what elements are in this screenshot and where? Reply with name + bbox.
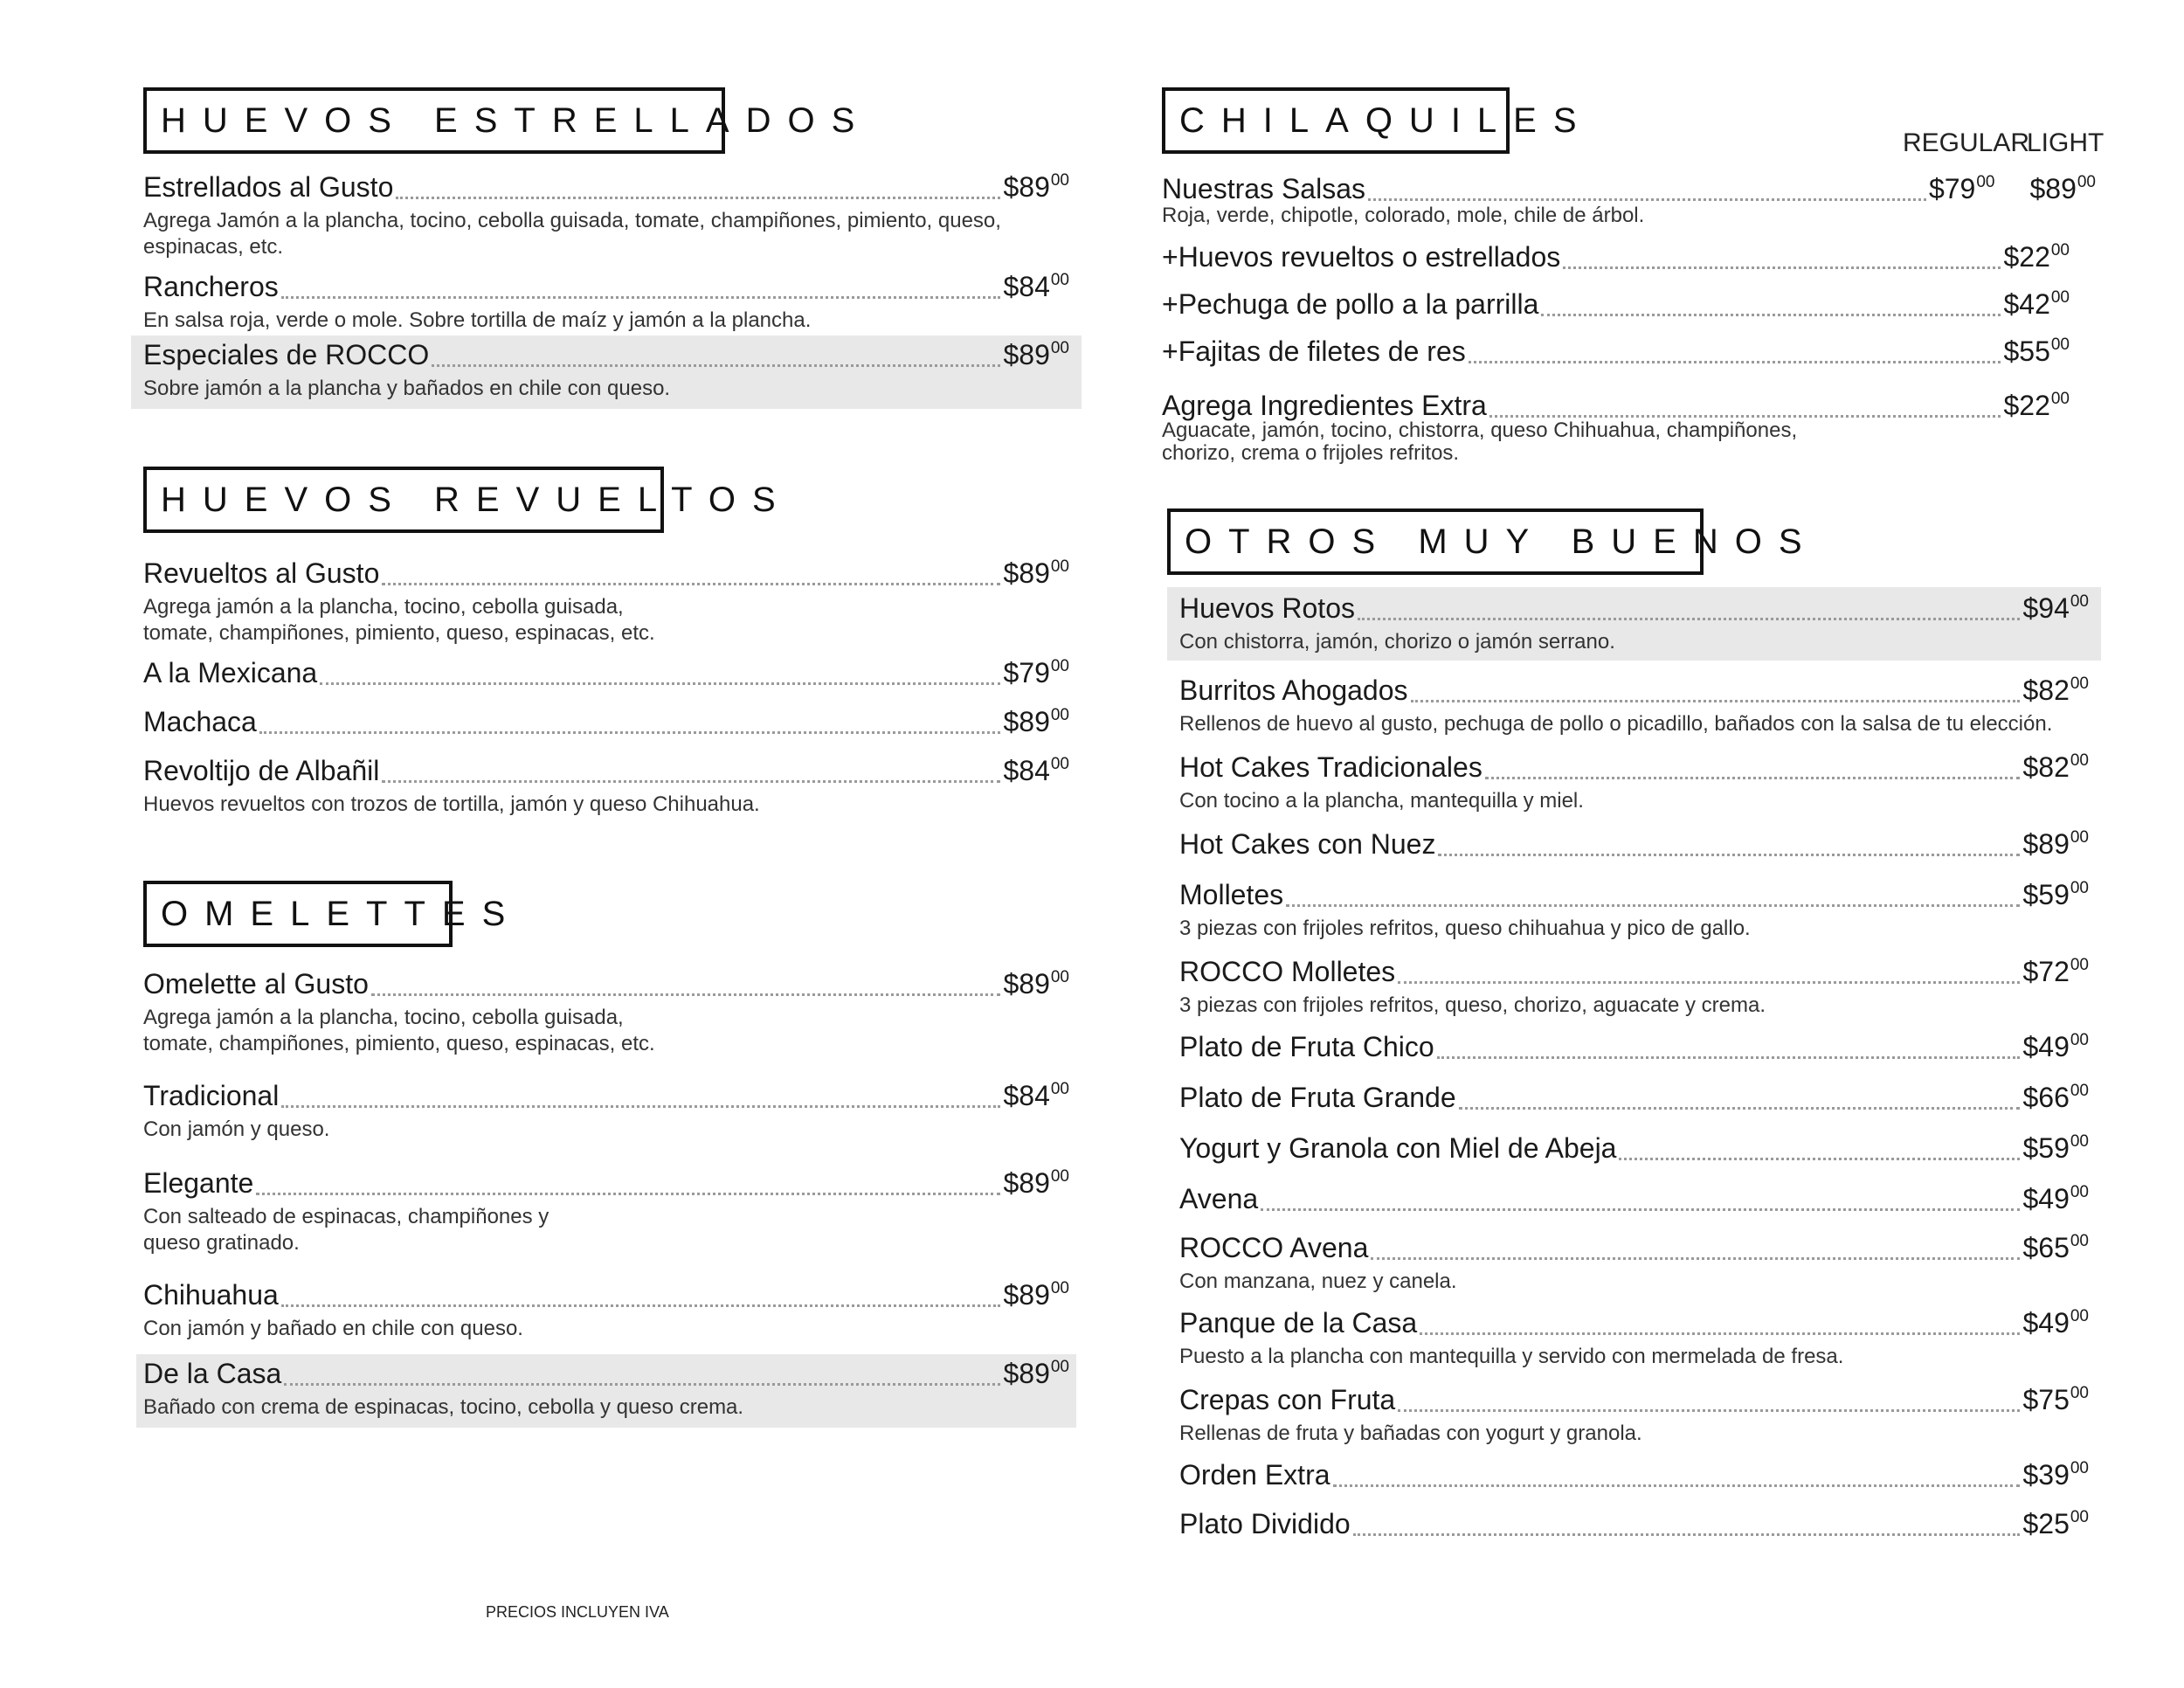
- item-name: Omelette al Gusto: [143, 968, 369, 1000]
- item-price: $\$89^{00}$: [2022, 828, 2089, 860]
- item-name: Huevos Rotos: [1179, 592, 1355, 624]
- menu-item: [1162, 336, 2070, 372]
- item-price: $\$22^{00}$: [2003, 390, 2070, 421]
- item-price: $\$89^{00}$: [1003, 1358, 1069, 1389]
- item-name: Tradicional: [143, 1080, 280, 1111]
- item-price: $\$49^{00}$: [2022, 1307, 2089, 1339]
- item-price: $\$72^{00}$: [2022, 956, 2089, 987]
- menu-item: [1162, 390, 2070, 465]
- item-name: A la Mexicana: [143, 657, 318, 688]
- item-price: $\$89^{00}$: [1003, 1167, 1069, 1199]
- item-description: Con salteado de espinacas, champiñones y queso gratinado.: [143, 1205, 549, 1255]
- item-name: Estrellados al Gusto: [143, 171, 394, 203]
- section-title-omelettes: OMELETTES: [143, 881, 453, 947]
- item-description: Puesto a la plancha con mantequilla y servido con mermelada de fresa.: [1179, 1345, 1844, 1368]
- item-description: En salsa roja, verde o mole. Sobre tortilla de maíz y jamón a la plancha.: [143, 308, 812, 332]
- menu-item: [1179, 1031, 2089, 1068]
- item-price: $\$89^{00}$: [1003, 557, 1069, 589]
- item-price: $\$42^{00}$: [2003, 288, 2070, 320]
- menu-item: [1162, 173, 2096, 229]
- item-name: Agrega Ingredientes Extra: [1162, 390, 1487, 421]
- item-name: Plato Dividido: [1179, 1508, 1351, 1539]
- column-header-light: LIGHT: [2027, 128, 2105, 157]
- menu-item-highlighted: [1167, 587, 2101, 661]
- item-name: Burritos Ahogados: [1179, 675, 1408, 706]
- item-name: Plato de Fruta Chico: [1179, 1031, 1434, 1062]
- item-description: Agrega jamón a la plancha, tocino, cebolla guisada, tomate, champiñones, pimiento, queso, espinacas, etc.: [143, 595, 655, 645]
- item-price: $\$84^{00}$: [1003, 755, 1069, 786]
- menu-item: [143, 657, 1069, 694]
- item-description: Bañado con crema de espinacas, tocino, cebolla y queso crema.: [143, 1395, 744, 1419]
- item-name: Especiales de ROCCO: [143, 339, 430, 370]
- item-name: +Huevos revueltos o estrellados: [1162, 241, 1561, 273]
- item-price: $\$55^{00}$: [2003, 336, 2070, 367]
- item-price: $\$59^{00}$: [2022, 1132, 2089, 1164]
- item-name: Hot Cakes con Nuez: [1179, 828, 1436, 860]
- item-description: Agrega jamón a la plancha, tocino, cebolla guisada, tomate, champiñones, pimiento, queso, espinacas, etc.: [143, 1006, 655, 1055]
- menu-item: [1179, 1232, 2089, 1295]
- menu-item: [143, 1080, 1069, 1143]
- item-name: Avena: [1179, 1183, 1259, 1214]
- menu-item: [1179, 751, 2089, 814]
- menu-item: [143, 1167, 1069, 1256]
- item-description: 3 piezas con frijoles refritos, queso chihuahua y pico de gallo.: [1179, 917, 1751, 940]
- item-description: Huevos revueltos con trozos de tortilla, jamón y queso Chihuahua.: [143, 792, 760, 816]
- menu-item: [143, 706, 1069, 743]
- item-price: $\$66^{00}$: [2022, 1082, 2089, 1113]
- item-description: Con chistorra, jamón, chorizo o jamón serrano.: [1179, 630, 1615, 654]
- column-header-regular: REGULAR: [1903, 128, 2030, 157]
- menu-item: [1179, 828, 2089, 865]
- item-name: +Fajitas de filetes de res: [1162, 336, 1466, 367]
- item-name: Molletes: [1179, 879, 1284, 910]
- item-price: $\$75^{00}$: [2022, 1384, 2089, 1415]
- item-description: Agrega Jamón a la plancha, tocino, cebolla guisada, tomate, champiñones, pimiento, queso, espinacas, etc.: [143, 209, 1001, 259]
- item-name: Elegante: [143, 1167, 254, 1199]
- menu-item: [143, 755, 1069, 818]
- menu-item: [1179, 879, 2089, 942]
- item-name: Crepas con Fruta: [1179, 1384, 1396, 1415]
- item-price: $\$22^{00}$: [2003, 241, 2070, 273]
- item-price: $\$49^{00}$: [2022, 1183, 2089, 1214]
- item-name: Machaca: [143, 706, 257, 737]
- item-description: Rellenas de fruta y bañadas con yogurt y granola.: [1179, 1422, 1642, 1445]
- menu-item-highlighted: [131, 336, 1082, 409]
- item-price: $\$89^{00}$: [1003, 339, 1069, 370]
- menu-item: [1179, 675, 2089, 737]
- section-title-huevos-revueltos: HUEVOS REVUELTOS: [143, 467, 664, 533]
- item-price-light: $\$89^{00}$: [2029, 173, 2096, 204]
- section-title-huevos-estrellados: HUEVOS ESTRELLADOS: [143, 87, 725, 154]
- item-description: Con jamón y bañado en chile con queso.: [143, 1317, 523, 1340]
- item-description: Aguacate, jamón, tocino, chistorra, queso Chihuahua, champiñones, chorizo, crema o frijoles refritos.: [1162, 419, 1798, 465]
- menu-item: [1179, 1132, 2089, 1169]
- item-description: Roja, verde, chipotle, colorado, mole, chile de árbol.: [1162, 204, 1645, 227]
- item-price: $\$89^{00}$: [1003, 968, 1069, 1000]
- item-price: $\$89^{00}$: [1003, 171, 1069, 203]
- item-name: Chihuahua: [143, 1279, 279, 1311]
- item-price: $\$82^{00}$: [2022, 751, 2089, 783]
- item-description: Con jamón y queso.: [143, 1117, 330, 1141]
- menu-item: [1179, 956, 2089, 1019]
- item-price: $\$84^{00}$: [1003, 271, 1069, 302]
- item-name: Yogurt y Granola con Miel de Abeja: [1179, 1132, 1617, 1164]
- menu-item: [1179, 1307, 2089, 1370]
- section-title-chilaquiles: CHILAQUILES: [1162, 87, 1510, 154]
- item-name: Rancheros: [143, 271, 279, 302]
- item-description: Con manzana, nuez y canela.: [1179, 1269, 1457, 1293]
- item-price: $\$39^{00}$: [2022, 1459, 2089, 1491]
- menu-item: [143, 968, 1069, 1057]
- item-price: $\$89^{00}$: [1003, 706, 1069, 737]
- item-price: $\$94^{00}$: [2022, 592, 2089, 624]
- item-price: $\$82^{00}$: [2022, 675, 2089, 706]
- section-title-otros-muy-buenos: OTROS MUY BUENOS: [1167, 508, 1704, 575]
- item-name: Revueltos al Gusto: [143, 557, 380, 589]
- item-description: 3 piezas con frijoles refritos, queso, chorizo, aguacate y crema.: [1179, 993, 1766, 1017]
- item-price-regular: $\$79^{00}$: [1928, 173, 1995, 204]
- item-name: De la Casa: [143, 1358, 282, 1389]
- menu-item: [1162, 241, 2070, 278]
- menu-item-highlighted: [136, 1354, 1076, 1428]
- menu-item: [143, 171, 1069, 260]
- item-name: Plato de Fruta Grande: [1179, 1082, 1456, 1113]
- menu-item: [1179, 1183, 2089, 1220]
- item-description: Sobre jamón a la plancha y bañados en chile con queso.: [143, 377, 671, 400]
- menu-item: [1179, 1082, 2089, 1118]
- item-description: Rellenos de huevo al gusto, pechuga de pollo o picadillo, bañados con la salsa de tu elección.: [1179, 712, 2053, 736]
- item-name: Orden Extra: [1179, 1459, 1330, 1491]
- item-price: $\$89^{00}$: [1003, 1279, 1069, 1311]
- menu-item: [1162, 288, 2070, 325]
- item-price: $\$79^{00}$: [1003, 657, 1069, 688]
- menu-item: [1179, 1459, 2089, 1496]
- item-name: +Pechuga de pollo a la parrilla: [1162, 288, 1539, 320]
- item-name: Revoltijo de Albañil: [143, 755, 380, 786]
- item-name: ROCCO Avena: [1179, 1232, 1369, 1263]
- item-price: $\$65^{00}$: [2022, 1232, 2089, 1263]
- item-name: ROCCO Molletes: [1179, 956, 1396, 987]
- menu-item: [143, 271, 1069, 334]
- item-price: $\$49^{00}$: [2022, 1031, 2089, 1062]
- item-price: $\$25^{00}$: [2022, 1508, 2089, 1539]
- menu-item: [1179, 1384, 2089, 1447]
- item-name: Hot Cakes Tradicionales: [1179, 751, 1482, 783]
- menu-item: [143, 557, 1069, 647]
- footer-tax-note: PRECIOS INCLUYEN IVA: [486, 1603, 669, 1621]
- item-price: $\$59^{00}$: [2022, 879, 2089, 910]
- item-name: Panque de la Casa: [1179, 1307, 1418, 1339]
- menu-item: [1179, 1508, 2089, 1545]
- item-name: Nuestras Salsas: [1162, 173, 1365, 204]
- item-price: $\$84^{00}$: [1003, 1080, 1069, 1111]
- item-description: Con tocino a la plancha, mantequilla y miel.: [1179, 789, 1584, 813]
- menu-item: [143, 1279, 1069, 1342]
